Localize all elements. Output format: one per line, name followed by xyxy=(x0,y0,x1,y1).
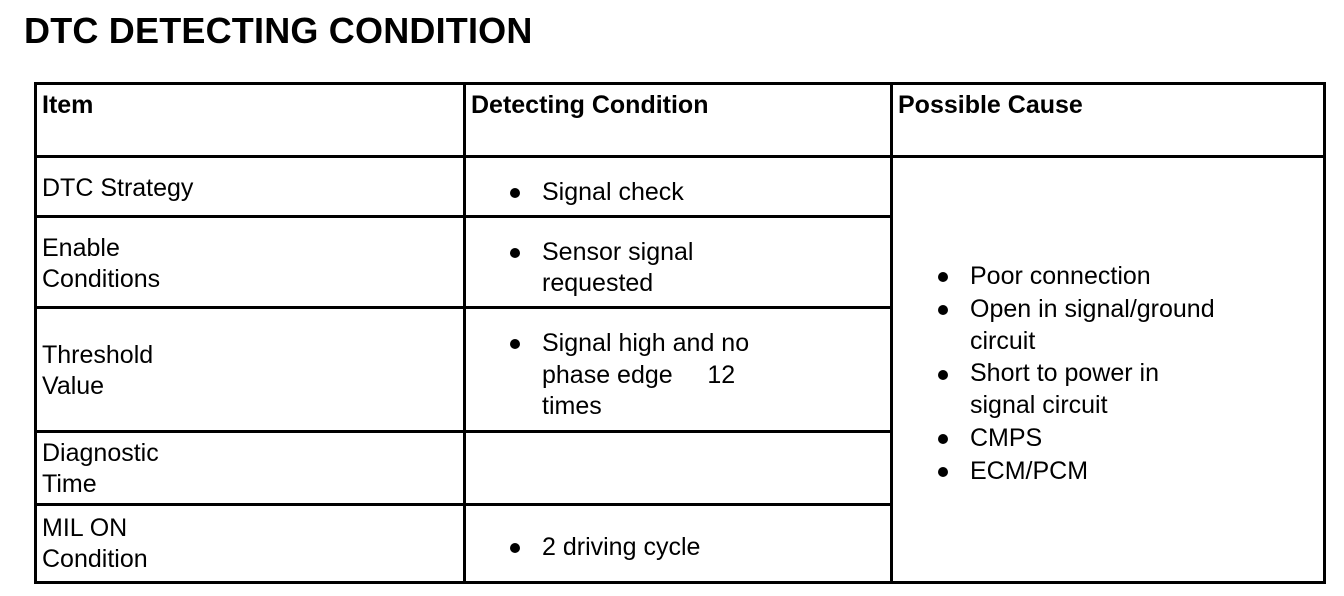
condition-text: phase edge 12 xyxy=(542,361,736,389)
row-divider xyxy=(34,430,893,433)
condition-text: 2 driving cycle xyxy=(542,533,701,561)
condition-text: times xyxy=(542,392,602,420)
bullet-icon xyxy=(510,339,520,349)
row-divider xyxy=(34,215,893,218)
row-divider xyxy=(34,306,893,309)
cause-text: signal circuit xyxy=(970,391,1108,419)
condition-text: Signal check xyxy=(542,178,684,206)
header-detecting-condition: Detecting Condition xyxy=(471,91,709,119)
cause-text: ECM/PCM xyxy=(970,457,1089,485)
condition-text: Sensor signal xyxy=(542,238,694,266)
bullet-icon xyxy=(510,543,520,553)
item-threshold-value: Value xyxy=(42,372,105,400)
item-diagnostic-time: Time xyxy=(42,470,97,498)
item-enable-conditions: Conditions xyxy=(42,265,161,293)
bullet-icon xyxy=(938,370,948,380)
header-divider xyxy=(34,155,1326,158)
bullet-icon xyxy=(938,305,948,315)
item-enable-conditions: Enable xyxy=(42,234,120,262)
item-threshold-value: Threshold xyxy=(42,341,154,369)
column-divider-1 xyxy=(463,82,466,584)
cause-text: CMPS xyxy=(970,424,1043,452)
header-possible-cause: Possible Cause xyxy=(898,91,1083,119)
item-diagnostic-time: Diagnostic xyxy=(42,439,159,467)
bullet-icon xyxy=(510,248,520,258)
cause-text: Poor connection xyxy=(970,262,1151,290)
header-item: Item xyxy=(42,91,94,119)
bullet-icon xyxy=(510,188,520,198)
column-divider-2 xyxy=(890,82,893,584)
item-mil-on-condition: Condition xyxy=(42,545,148,573)
bullet-icon xyxy=(938,434,948,444)
cause-text: circuit xyxy=(970,327,1036,355)
condition-text: Signal high and no xyxy=(542,329,750,357)
bullet-icon xyxy=(938,272,948,282)
condition-text: requested xyxy=(542,269,654,297)
item-mil-on-condition: MIL ON xyxy=(42,514,128,542)
bullet-icon xyxy=(938,467,948,477)
cause-text: Short to power in xyxy=(970,359,1159,387)
row-divider xyxy=(34,503,893,506)
page-title: DTC DETECTING CONDITION xyxy=(24,10,533,51)
cause-text: Open in signal/ground xyxy=(970,295,1215,323)
item-dtc-strategy: DTC Strategy xyxy=(42,174,194,202)
